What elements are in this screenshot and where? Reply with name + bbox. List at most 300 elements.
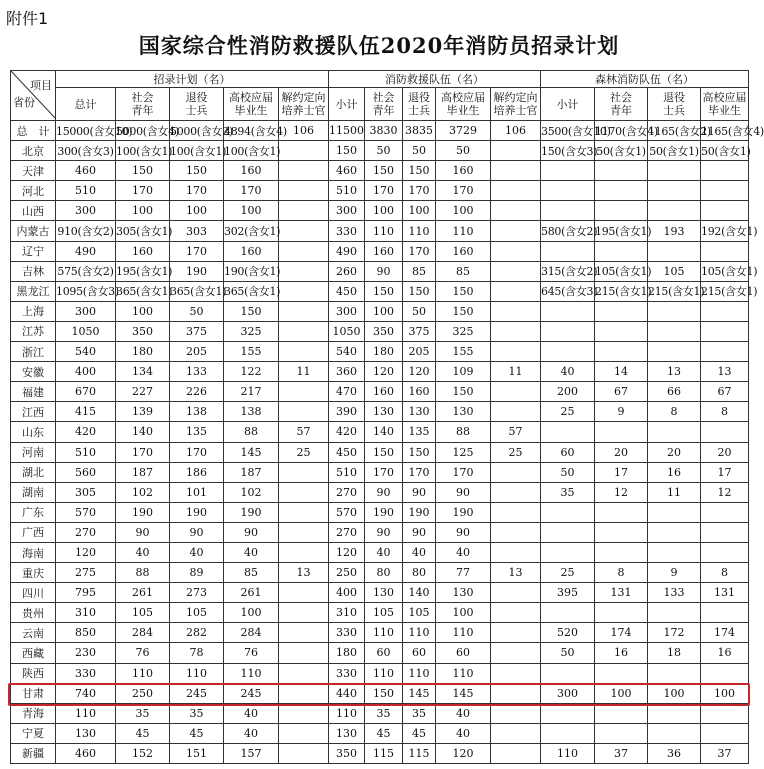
value-cell: 190 [224,502,279,522]
value-cell [595,542,648,562]
value-cell: 40 [365,542,403,562]
col-header-veteran: 退役 士兵 [170,88,224,121]
value-cell: 17 [595,462,648,482]
value-cell: 9 [648,563,701,583]
value-cell: 105 [365,603,403,623]
value-cell: 50 [436,141,491,161]
value-cell: 740 [56,683,116,703]
value-cell: 110 [56,703,116,723]
value-cell: 125 [436,442,491,462]
value-cell [491,141,541,161]
document-title: 国家综合性消防救援队伍2020年消防员招录计划 [138,33,620,58]
value-cell [541,502,595,522]
value-cell: 100 [648,683,701,703]
value-cell: 284 [116,623,170,643]
value-cell: 15000(含女10) [56,121,116,141]
value-cell: 100(含女1) [170,141,224,161]
province-cell: 北京 [11,141,56,161]
value-cell: 85 [224,563,279,583]
value-cell: 305 [56,482,116,502]
value-cell: 226 [170,382,224,402]
value-cell [701,663,749,683]
value-cell: 35 [116,703,170,723]
value-cell: 170 [224,181,279,201]
table-row [11,382,749,402]
value-cell: 170 [403,462,436,482]
value-cell: 275 [56,563,116,583]
value-cell: 12 [595,482,648,502]
value-cell: 190 [170,502,224,522]
value-cell: 170 [170,181,224,201]
value-cell [491,482,541,502]
value-cell [279,643,329,663]
value-cell: 130 [56,723,116,743]
value-cell [648,522,701,542]
table-row [11,482,749,502]
value-cell [491,261,541,281]
value-cell: 140 [116,422,170,442]
value-cell [541,241,595,261]
value-cell: 1095(含女3) [56,281,116,301]
table-row [11,181,749,201]
value-cell: 300 [56,301,116,321]
value-cell: 330 [329,221,365,241]
province-cell: 云南 [11,623,56,643]
value-cell: 90 [436,482,491,502]
value-cell: 40 [116,542,170,562]
value-cell: 910(含女2) [56,221,116,241]
value-cell: 110 [116,663,170,683]
value-cell: 180 [329,643,365,663]
value-cell [491,402,541,422]
province-cell: 天津 [11,161,56,181]
value-cell: 40 [403,542,436,562]
value-cell: 300 [329,201,365,221]
highlight-box-gansu [8,683,750,706]
value-cell: 170 [403,181,436,201]
province-cell: 湖北 [11,462,56,482]
value-cell: 85 [436,261,491,281]
value-cell: 150 [365,281,403,301]
corner-header-cell [11,71,56,121]
table-row [11,261,749,281]
value-cell: 510 [329,462,365,482]
province-cell: 福建 [11,382,56,402]
value-cell [491,201,541,221]
value-cell: 80 [403,563,436,583]
value-cell: 120 [329,542,365,562]
value-cell: 365(含女1) [116,281,170,301]
value-cell: 80 [365,563,403,583]
value-cell [541,522,595,542]
value-cell: 130 [403,402,436,422]
value-cell [279,502,329,522]
value-cell: 365(含女1) [170,281,224,301]
table-row [11,502,749,522]
value-cell: 510 [329,181,365,201]
table-row [11,563,749,583]
value-cell: 325 [224,321,279,341]
value-cell [279,462,329,482]
value-cell: 90 [224,522,279,542]
value-cell [595,603,648,623]
value-cell: 195(含女1) [116,261,170,281]
value-cell: 330 [56,663,116,683]
value-cell: 25 [491,442,541,462]
value-cell: 350 [329,743,365,763]
value-cell [648,502,701,522]
value-cell [541,201,595,221]
table-row [11,462,749,482]
value-cell: 100 [116,301,170,321]
table-row [11,603,749,623]
value-cell: 273 [170,583,224,603]
group-header-recruitment: 招录计划（名） [56,71,329,88]
value-cell: 190(含女1) [224,261,279,281]
value-cell: 215(含女1) [648,281,701,301]
value-cell: 160 [365,382,403,402]
table-row [11,623,749,643]
col-header-total: 总计 [56,88,116,121]
value-cell: 106 [491,121,541,141]
table-row [11,281,749,301]
value-cell [279,603,329,623]
value-cell: 3500(含女10) [541,121,595,141]
value-cell: 150 [403,161,436,181]
value-cell: 261 [224,583,279,603]
recruitment-plan-table [10,70,764,764]
value-cell: 150 [116,161,170,181]
value-cell: 139 [116,402,170,422]
table-row [11,723,749,743]
table-row [11,402,749,422]
value-cell: 460 [329,161,365,181]
value-cell: 193 [648,221,701,241]
table-row [11,583,749,603]
value-cell: 350 [116,321,170,341]
value-cell [491,663,541,683]
value-cell: 670 [56,382,116,402]
value-cell: 261 [116,583,170,603]
table-row [11,321,749,341]
value-cell: 110 [365,663,403,683]
value-cell: 131 [701,583,749,603]
value-cell: 100 [403,201,436,221]
value-cell: 50 [403,141,436,161]
value-cell: 101 [170,482,224,502]
value-cell: 325 [436,321,491,341]
value-cell: 250 [116,683,170,703]
table-row [11,643,749,663]
value-cell [541,663,595,683]
value-cell: 151 [170,743,224,763]
value-cell: 350 [365,321,403,341]
value-cell: 105 [170,603,224,623]
value-cell [491,603,541,623]
value-cell: 3835 [403,121,436,141]
value-cell: 250 [329,563,365,583]
value-cell: 375 [170,321,224,341]
value-cell: 9 [595,402,648,422]
value-cell: 133 [170,362,224,382]
value-cell: 150(含女3) [541,141,595,161]
table-row [11,542,749,562]
value-cell [491,281,541,301]
value-cell: 130 [365,402,403,422]
value-cell: 795 [56,583,116,603]
value-cell [279,241,329,261]
value-cell [595,502,648,522]
value-cell [701,723,749,743]
value-cell: 100 [701,683,749,703]
value-cell [648,603,701,623]
value-cell: 170 [365,181,403,201]
value-cell [279,281,329,301]
value-cell [491,382,541,402]
value-cell: 400 [56,362,116,382]
value-cell [491,321,541,341]
province-cell: 江苏 [11,321,56,341]
value-cell: 540 [56,342,116,362]
province-cell: 浙江 [11,342,56,362]
value-cell [701,502,749,522]
value-cell [595,342,648,362]
value-cell: 40 [224,703,279,723]
value-cell: 174 [701,623,749,643]
province-cell: 广东 [11,502,56,522]
col-header-grad: 高校应届 毕业生 [436,88,491,121]
group-header-forest-fire: 森林消防队伍（名） [541,71,749,88]
value-cell: 187 [224,462,279,482]
value-cell [595,161,648,181]
value-cell [491,462,541,482]
value-cell: 152 [116,743,170,763]
value-cell: 150 [365,442,403,462]
value-cell: 90 [365,522,403,542]
value-cell: 50 [365,141,403,161]
header-row-columns [11,88,749,121]
value-cell [491,342,541,362]
value-cell [279,342,329,362]
value-cell: 14 [595,362,648,382]
value-cell: 37 [595,743,648,763]
value-cell: 510 [56,181,116,201]
value-cell: 76 [116,643,170,663]
value-cell [595,181,648,201]
province-cell: 山西 [11,201,56,221]
value-cell: 135 [170,422,224,442]
value-cell: 20 [648,442,701,462]
value-cell: 78 [170,643,224,663]
value-cell: 330 [329,663,365,683]
value-cell: 150 [329,141,365,161]
value-cell: 109 [436,362,491,382]
value-cell: 160 [224,161,279,181]
value-cell: 170 [365,462,403,482]
value-cell [595,723,648,743]
value-cell: 490 [329,241,365,261]
value-cell: 17 [701,462,749,482]
value-cell: 375 [403,321,436,341]
value-cell [595,301,648,321]
value-cell: 13 [491,563,541,583]
value-cell: 40 [436,723,491,743]
value-cell: 130 [436,583,491,603]
value-cell: 270 [329,522,365,542]
value-cell: 3729 [436,121,491,141]
value-cell: 110 [224,663,279,683]
value-cell [701,321,749,341]
value-cell: 25 [541,563,595,583]
value-cell [541,342,595,362]
value-cell: 100 [436,603,491,623]
value-cell [595,522,648,542]
value-cell: 16 [648,462,701,482]
value-cell: 60 [365,643,403,663]
value-cell: 282 [170,623,224,643]
value-cell: 102 [116,482,170,502]
value-cell: 45 [403,723,436,743]
value-cell: 110 [436,623,491,643]
value-cell: 50 [541,462,595,482]
col-header-contract: 解约定向 培养士官 [491,88,541,121]
value-cell: 40 [436,703,491,723]
value-cell [701,522,749,542]
value-cell: 540 [329,342,365,362]
value-cell [701,201,749,221]
value-cell [648,542,701,562]
group-header-fire-rescue: 消防救援队伍（名） [329,71,541,88]
province-cell: 青海 [11,703,56,723]
value-cell: 90 [116,522,170,542]
province-cell: 海南 [11,542,56,562]
value-cell [648,663,701,683]
value-cell: 88 [116,563,170,583]
value-cell: 110 [329,703,365,723]
value-cell: 190 [403,502,436,522]
col-header-social: 社会 青年 [595,88,648,121]
value-cell [491,643,541,663]
value-cell: 57 [491,422,541,442]
value-cell [701,422,749,442]
value-cell [279,402,329,422]
value-cell [279,542,329,562]
value-cell: 60 [541,442,595,462]
value-cell [595,663,648,683]
value-cell: 192(含女1) [701,221,749,241]
value-cell [701,241,749,261]
value-cell: 145 [403,683,436,703]
value-cell: 360 [329,362,365,382]
value-cell: 570 [56,502,116,522]
table-row [11,161,749,181]
value-cell: 570 [329,502,365,522]
province-cell: 河南 [11,442,56,462]
value-cell: 170 [436,462,491,482]
value-cell [701,181,749,201]
value-cell [279,522,329,542]
value-cell: 100(含女1) [116,141,170,161]
value-cell: 300 [541,683,595,703]
value-cell [595,241,648,261]
value-cell: 85 [403,261,436,281]
value-cell: 245 [170,683,224,703]
value-cell: 1165(含女4) [701,121,749,141]
value-cell: 170 [436,181,491,201]
value-cell: 25 [279,442,329,462]
value-cell: 45 [365,723,403,743]
value-cell: 1170(含女4) [595,121,648,141]
value-cell: 110 [403,663,436,683]
value-cell: 510 [56,442,116,462]
value-cell: 150 [436,281,491,301]
value-cell: 8 [648,402,701,422]
value-cell: 45 [170,723,224,743]
value-cell: 12 [701,482,749,502]
col-header-grad: 高校应届 毕业生 [224,88,279,121]
value-cell: 140 [365,422,403,442]
value-cell: 138 [224,402,279,422]
table-row [11,201,749,221]
province-cell: 内蒙古 [11,221,56,241]
value-cell: 115 [365,743,403,763]
province-cell: 广西 [11,522,56,542]
value-cell [541,542,595,562]
table-body [11,121,764,764]
value-cell: 172 [648,623,701,643]
value-cell: 160 [224,241,279,261]
value-cell: 77 [436,563,491,583]
value-cell: 1050 [329,321,365,341]
value-cell: 310 [329,603,365,623]
value-cell [648,301,701,321]
province-cell: 安徽 [11,362,56,382]
col-header-social: 社会 青年 [365,88,403,121]
value-cell: 16 [701,643,749,663]
value-cell: 100 [595,683,648,703]
value-cell [279,583,329,603]
value-cell: 20 [701,442,749,462]
value-cell: 100 [116,201,170,221]
value-cell: 315(含女2) [541,261,595,281]
value-cell: 160 [436,241,491,261]
province-cell: 上海 [11,301,56,321]
value-cell [279,703,329,723]
value-cell: 140 [403,583,436,603]
value-cell: 580(含女2) [541,221,595,241]
value-cell: 35 [541,482,595,502]
value-cell: 450 [329,442,365,462]
value-cell: 145 [436,683,491,703]
value-cell: 575(含女2) [56,261,116,281]
col-header-subtotal: 小计 [541,88,595,121]
col-header-grad: 高校应届 毕业生 [701,88,749,121]
value-cell: 215(含女1) [701,281,749,301]
value-cell: 11 [648,482,701,502]
value-cell: 40 [224,542,279,562]
value-cell: 45 [116,723,170,743]
value-cell: 120 [403,362,436,382]
table-row [11,362,749,382]
value-cell: 560 [56,462,116,482]
province-cell: 重庆 [11,563,56,583]
value-cell [279,723,329,743]
value-cell: 300 [329,301,365,321]
value-cell: 170 [170,241,224,261]
value-cell [491,743,541,763]
value-cell: 150 [170,161,224,181]
value-cell [648,703,701,723]
